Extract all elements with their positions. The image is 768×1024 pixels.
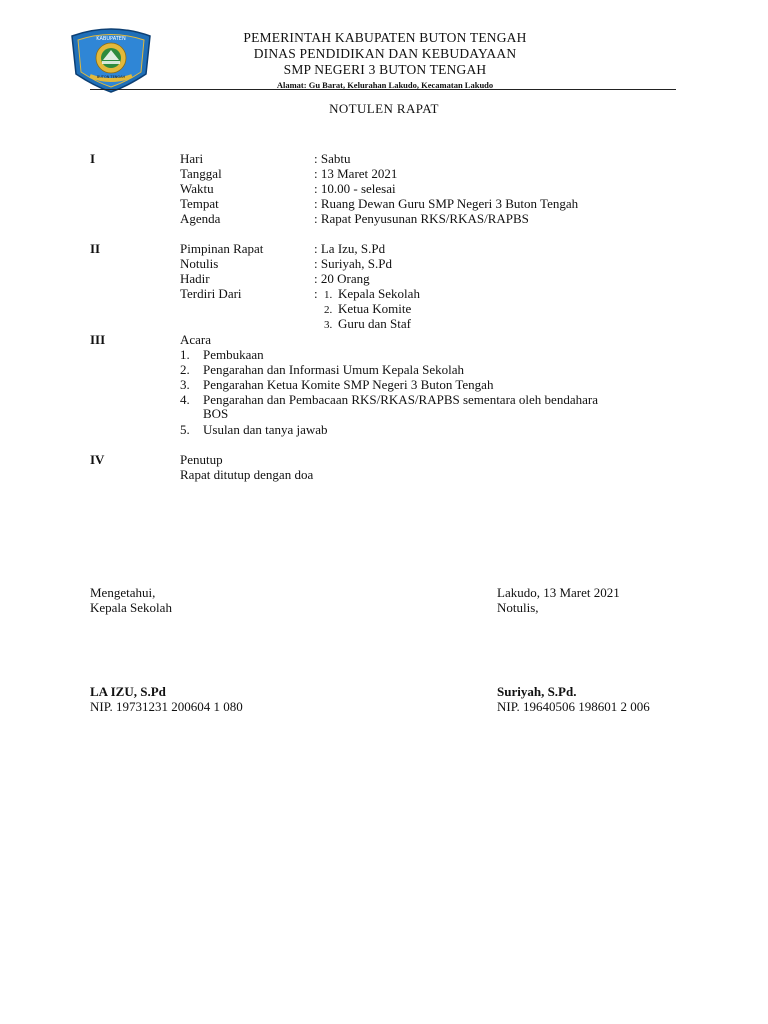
section-3-number: III: [90, 332, 106, 347]
member-item: Ketua Komite: [338, 301, 412, 316]
value-pimpinan-rapat: : La Izu, S.Pd: [314, 241, 386, 256]
regency-emblem-logo: [66, 26, 156, 94]
letterhead-divider: [90, 89, 676, 90]
logo-text-top: KABUPATEN: [96, 36, 126, 42]
agenda-item: Pengarahan Ketua Komite SMP Negeri 3 Buton Tengah: [203, 377, 494, 392]
member-number: 2.: [324, 304, 333, 316]
section-2-number: II: [90, 241, 101, 256]
value-waktu: : 10.00 - selesai: [314, 181, 396, 196]
left-signature-role: Kepala Sekolah: [90, 600, 172, 615]
left-signature-nip: NIP. 19731231 200604 1 080: [90, 699, 243, 714]
section-1-number: I: [90, 151, 96, 166]
label-tanggal: Tanggal: [180, 166, 222, 181]
right-signature-name: Suriyah, S.Pd.: [497, 684, 577, 699]
agenda-item-number: 5.: [180, 422, 190, 437]
letterhead-school: SMP NEGERI 3 BUTON TENGAH: [283, 62, 487, 77]
agenda-item-number: 1.: [180, 347, 190, 362]
label-hari: Hari: [180, 151, 204, 166]
value-notulis: : Suriyah, S.Pd: [314, 256, 393, 271]
right-signature-place-date: Lakudo, 13 Maret 2021: [497, 585, 620, 600]
label-waktu: Waktu: [180, 181, 214, 196]
closing-text: Rapat ditutup dengan doa: [180, 467, 314, 482]
letterhead: [150, 30, 620, 91]
left-signature-acknowledged: Mengetahui,: [90, 585, 156, 600]
letterhead-government: PEMERINTAH KABUPATEN BUTON TENGAH: [243, 30, 527, 45]
agenda-item: Pembukaan: [203, 347, 264, 362]
value-tempat: : Ruang Dewan Guru SMP Negeri 3 Buton Tengah: [314, 196, 579, 211]
member-item: Guru dan Staf: [338, 316, 411, 331]
closing-heading: Penutup: [180, 452, 223, 467]
agenda-item-number: 2.: [180, 362, 190, 377]
member-number: 1.: [324, 289, 333, 301]
letterhead-address: Alamat: Gu Barat, Kelurahan Lakudo, Kecamatan Lakudo: [276, 80, 494, 90]
label-pimpinan-rapat: Pimpinan Rapat: [180, 241, 264, 256]
value-hari: : Sabtu: [314, 151, 351, 166]
agenda-item-number: 4.: [180, 392, 190, 407]
label-tempat: Tempat: [180, 196, 219, 211]
left-signature-name: LA IZU, S.Pd: [90, 684, 166, 699]
label-notulis: Notulis: [180, 256, 219, 271]
member-item: Kepala Sekolah: [338, 286, 420, 301]
value-agenda: : Rapat Penyusunan RKS/RKAS/RAPBS: [314, 211, 529, 226]
agenda-item: Pengarahan dan Pembacaan RKS/RKAS/RAPBS sementara oleh bendahara: [203, 392, 598, 407]
member-number: 3.: [324, 319, 333, 331]
agenda-item: Pengarahan dan Informasi Umum Kepala Sekolah: [203, 362, 465, 377]
right-signature-nip: NIP. 19640506 198601 2 006: [497, 699, 650, 714]
logo-text-bottom: BUTON TENGAH: [96, 75, 126, 79]
agenda-item: Usulan dan tanya jawab: [203, 422, 328, 437]
section-4-number: IV: [90, 452, 105, 467]
value-tanggal: : 13 Maret 2021: [314, 166, 398, 181]
letterhead-department: DINAS PENDIDIKAN DAN KEBUDAYAAN: [253, 46, 517, 61]
value-hadir: : 20 Orang: [314, 271, 370, 286]
agenda-heading: Acara: [180, 332, 212, 347]
agenda-item-continuation: BOS: [203, 406, 229, 421]
label-hadir: Hadir: [180, 271, 210, 286]
document-title: NOTULEN RAPAT: [329, 101, 439, 116]
agenda-item-number: 3.: [180, 377, 190, 392]
value-terdiri-dari: :: [314, 286, 318, 301]
right-signature-role: Notulis,: [497, 600, 539, 615]
label-agenda: Agenda: [180, 211, 221, 226]
label-terdiri-dari: Terdiri Dari: [180, 286, 242, 301]
